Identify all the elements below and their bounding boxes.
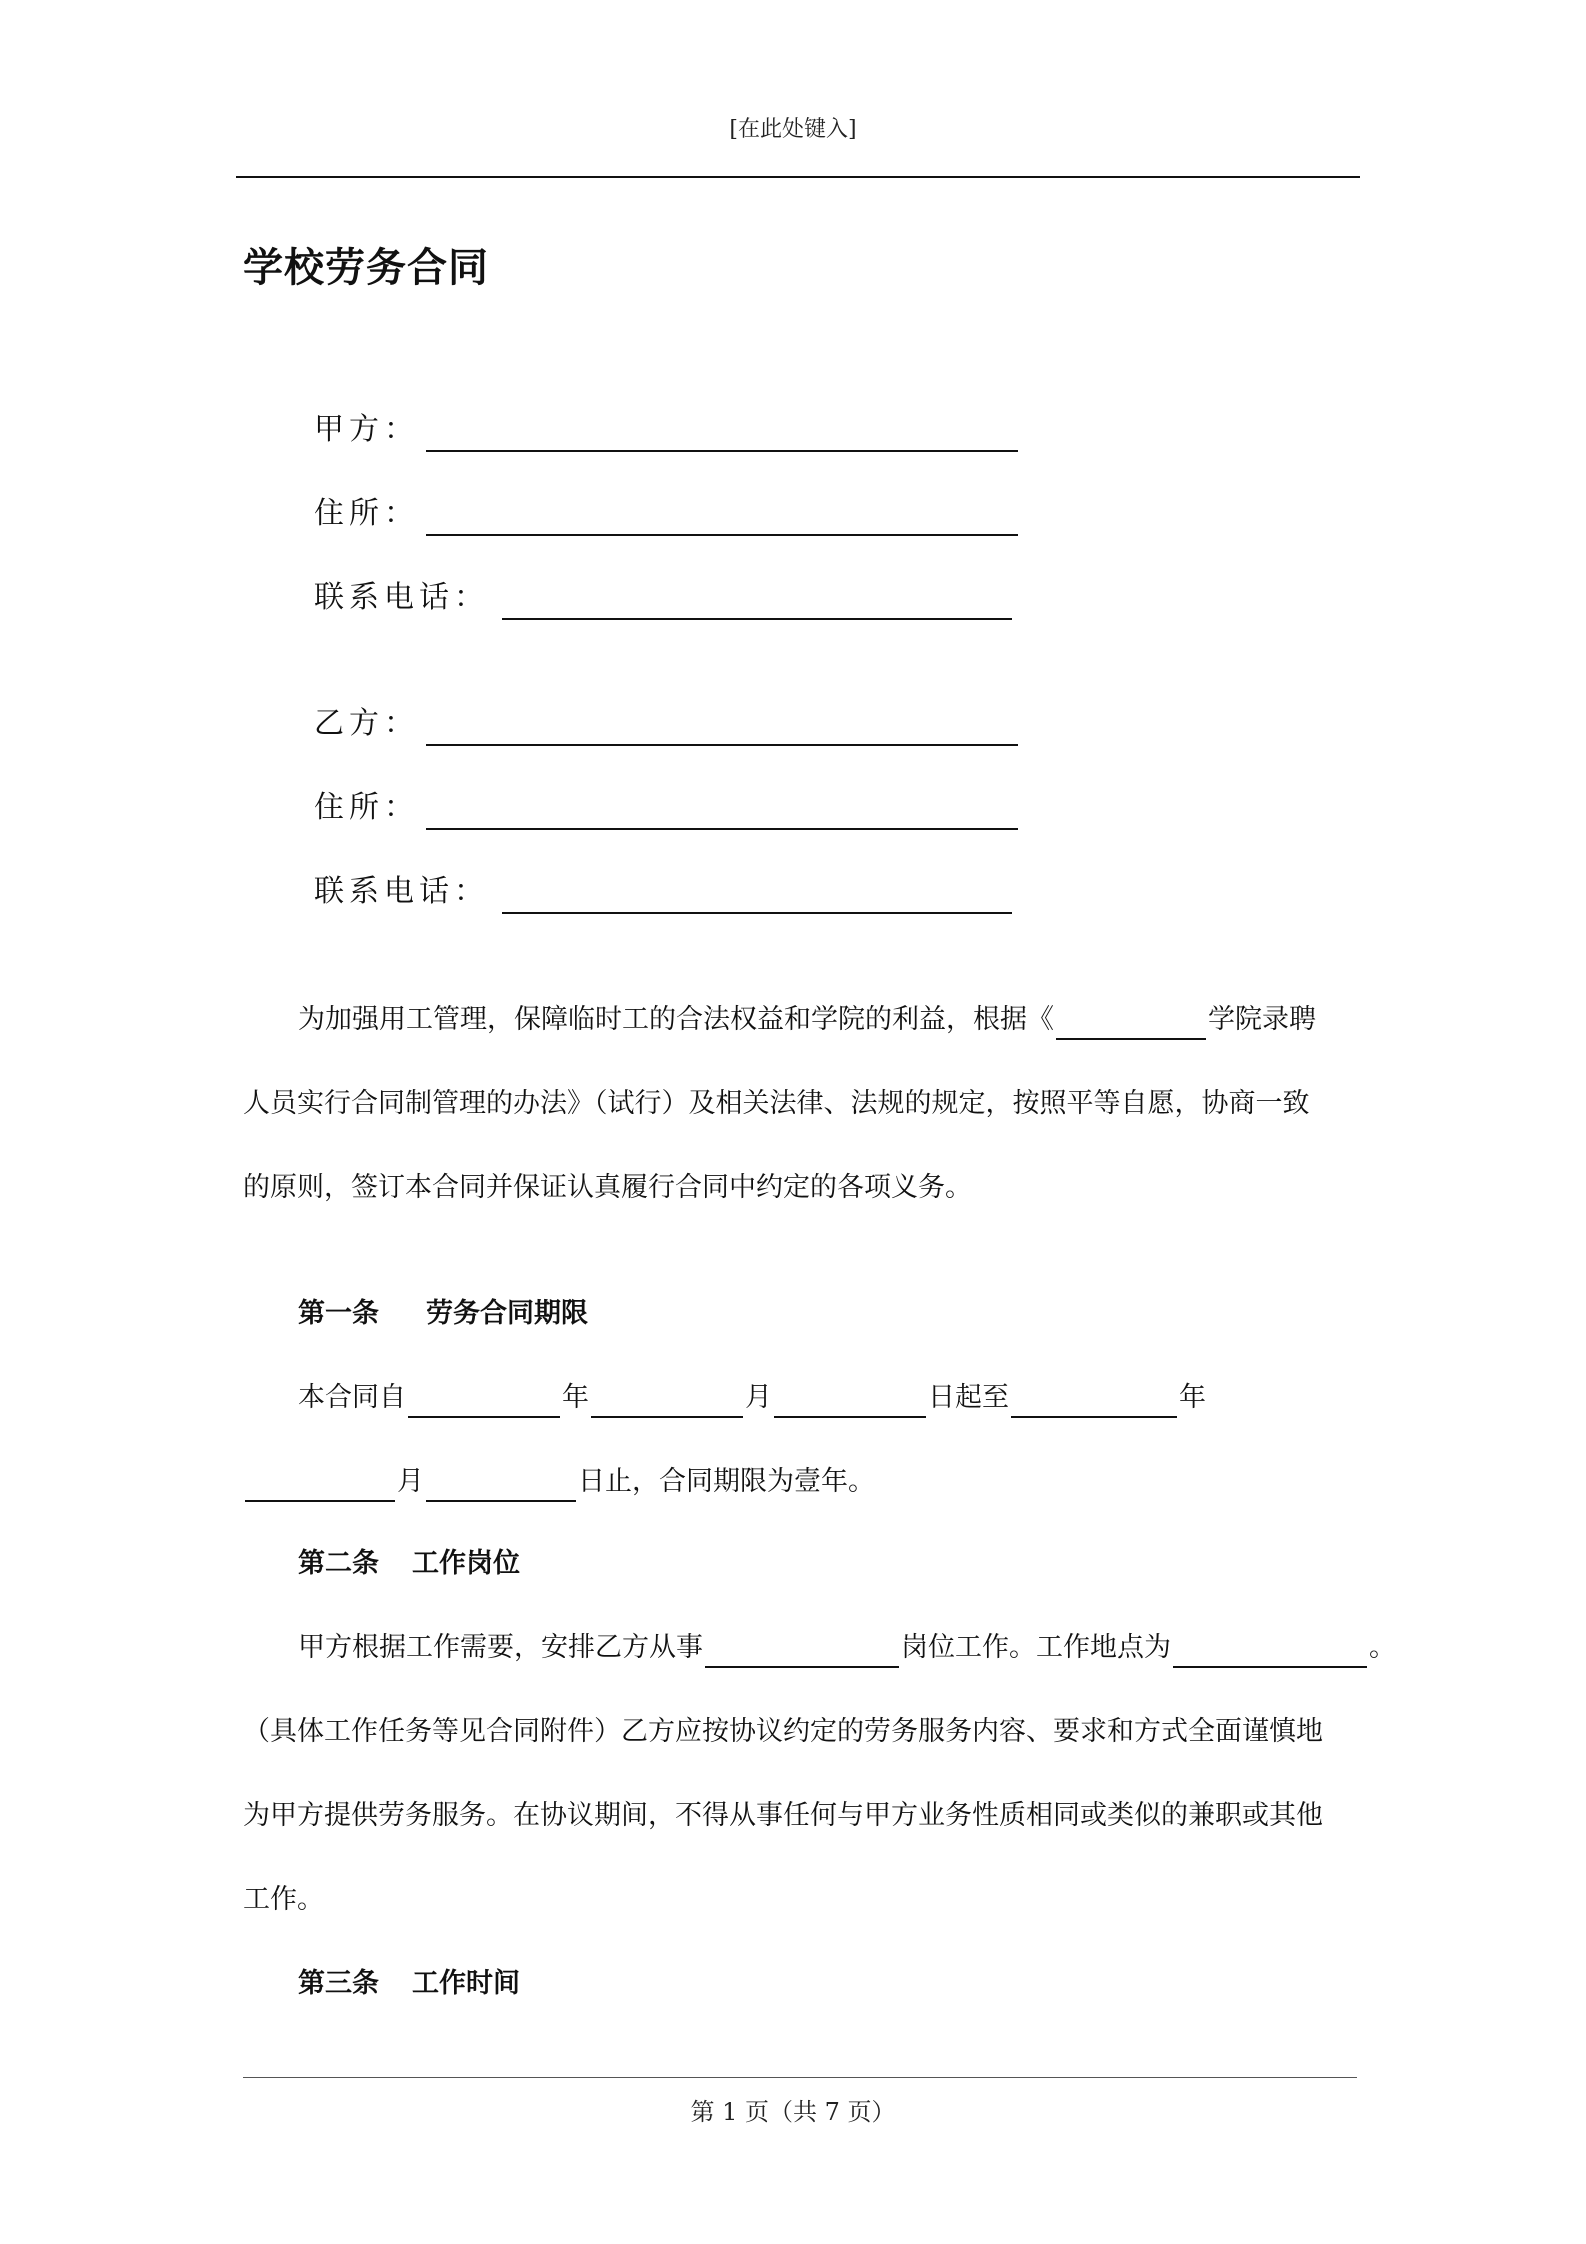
article-1-title: 劳务合同期限 [426, 1298, 588, 1329]
work-location-blank[interactable] [1173, 1634, 1367, 1668]
party-b-name-label: 乙方： [314, 706, 419, 741]
party-a-address-row [314, 494, 1014, 534]
document-title: 学校劳务合同 [243, 245, 489, 291]
contract-end-text: 日止，合同期限为壹年。 [578, 1466, 875, 1497]
article-2-number: 第二条 [298, 1548, 379, 1579]
party-a-address-label: 住所： [314, 496, 419, 531]
page-number-footer: 第 1 页（共 7 页） [690, 2098, 896, 2126]
preamble-line-2: 人员实行合同制管理的办法》（试行）及相关法律、法规的规定，按照平等自愿，协商一致 [243, 1088, 1310, 1119]
party-a-phone-blank[interactable] [502, 578, 1012, 620]
page-header: [在此处键入] [729, 117, 857, 142]
party-b-address-label: 住所： [314, 790, 419, 825]
contract-start-label: 本合同自 [298, 1382, 406, 1413]
article-1-line-2 [243, 1462, 875, 1502]
article-1-heading [298, 1294, 588, 1334]
footer-divider [243, 2077, 1357, 2078]
article-2-title: 工作岗位 [412, 1548, 520, 1579]
preamble-line-3: 的原则，签订本合同并保证认真履行合同中约定的各项义务。 [243, 1172, 972, 1203]
article-2-line-3: 为甲方提供劳务服务。在协议期间，不得从事任何与甲方业务性质相同或类似的兼职或其他 [243, 1800, 1323, 1831]
party-a-phone-label: 联系电话： [314, 580, 489, 615]
end-year-unit: 年 [1179, 1382, 1206, 1413]
end-month-unit: 月 [397, 1466, 424, 1497]
party-b-name-blank[interactable] [426, 704, 1018, 746]
article-2-line-2: （具体工作任务等见合同附件）乙方应按协议约定的劳务服务内容、要求和方式全面谨慎地 [243, 1716, 1323, 1747]
start-year-blank[interactable] [408, 1384, 560, 1418]
position-blank[interactable] [705, 1634, 899, 1668]
party-b-phone-label: 联系电话： [314, 874, 489, 909]
start-day-blank[interactable] [774, 1384, 926, 1418]
party-a-name-label: 甲方： [314, 412, 419, 447]
party-a-name-blank[interactable] [426, 410, 1018, 452]
start-day-unit: 日起至 [928, 1382, 1009, 1413]
party-b-name-row [314, 704, 1014, 744]
article-3-heading [298, 1964, 520, 2004]
party-b-phone-blank[interactable] [502, 872, 1012, 914]
party-a-name-row [314, 410, 1014, 450]
preamble-line-1-start: 为加强用工管理，保障临时工的合法权益和学院的利益，根据《 [298, 1004, 1054, 1035]
start-year-unit: 年 [562, 1382, 589, 1413]
preamble-line-1 [298, 1000, 1316, 1040]
end-month-blank[interactable] [245, 1468, 395, 1502]
article-1-line-1 [298, 1378, 1206, 1418]
institution-name-blank[interactable] [1056, 1006, 1206, 1040]
article-2-line-1-mid: 岗位工作。工作地点为 [901, 1632, 1171, 1663]
article-2-line-4: 工作。 [243, 1884, 324, 1915]
article-2-line-1-start: 甲方根据工作需要，安排乙方从事 [298, 1632, 703, 1663]
party-a-address-blank[interactable] [426, 494, 1018, 536]
end-day-blank[interactable] [426, 1468, 576, 1502]
start-month-blank[interactable] [591, 1384, 743, 1418]
article-2-heading [298, 1544, 520, 1584]
start-month-unit: 月 [745, 1382, 772, 1413]
preamble-line-1-end: 学院录聘 [1208, 1004, 1316, 1035]
party-b-address-blank[interactable] [426, 788, 1018, 830]
header-divider [236, 176, 1360, 178]
party-a-phone-row [314, 578, 1014, 618]
end-year-blank[interactable] [1011, 1384, 1177, 1418]
party-b-address-row [314, 788, 1014, 828]
article-1-number: 第一条 [298, 1298, 379, 1329]
article-3-title: 工作时间 [412, 1968, 520, 1999]
article-2-line-1-end: 。 [1369, 1632, 1396, 1663]
party-b-phone-row [314, 872, 1014, 912]
article-2-line-1 [298, 1628, 1396, 1668]
article-3-number: 第三条 [298, 1968, 379, 1999]
